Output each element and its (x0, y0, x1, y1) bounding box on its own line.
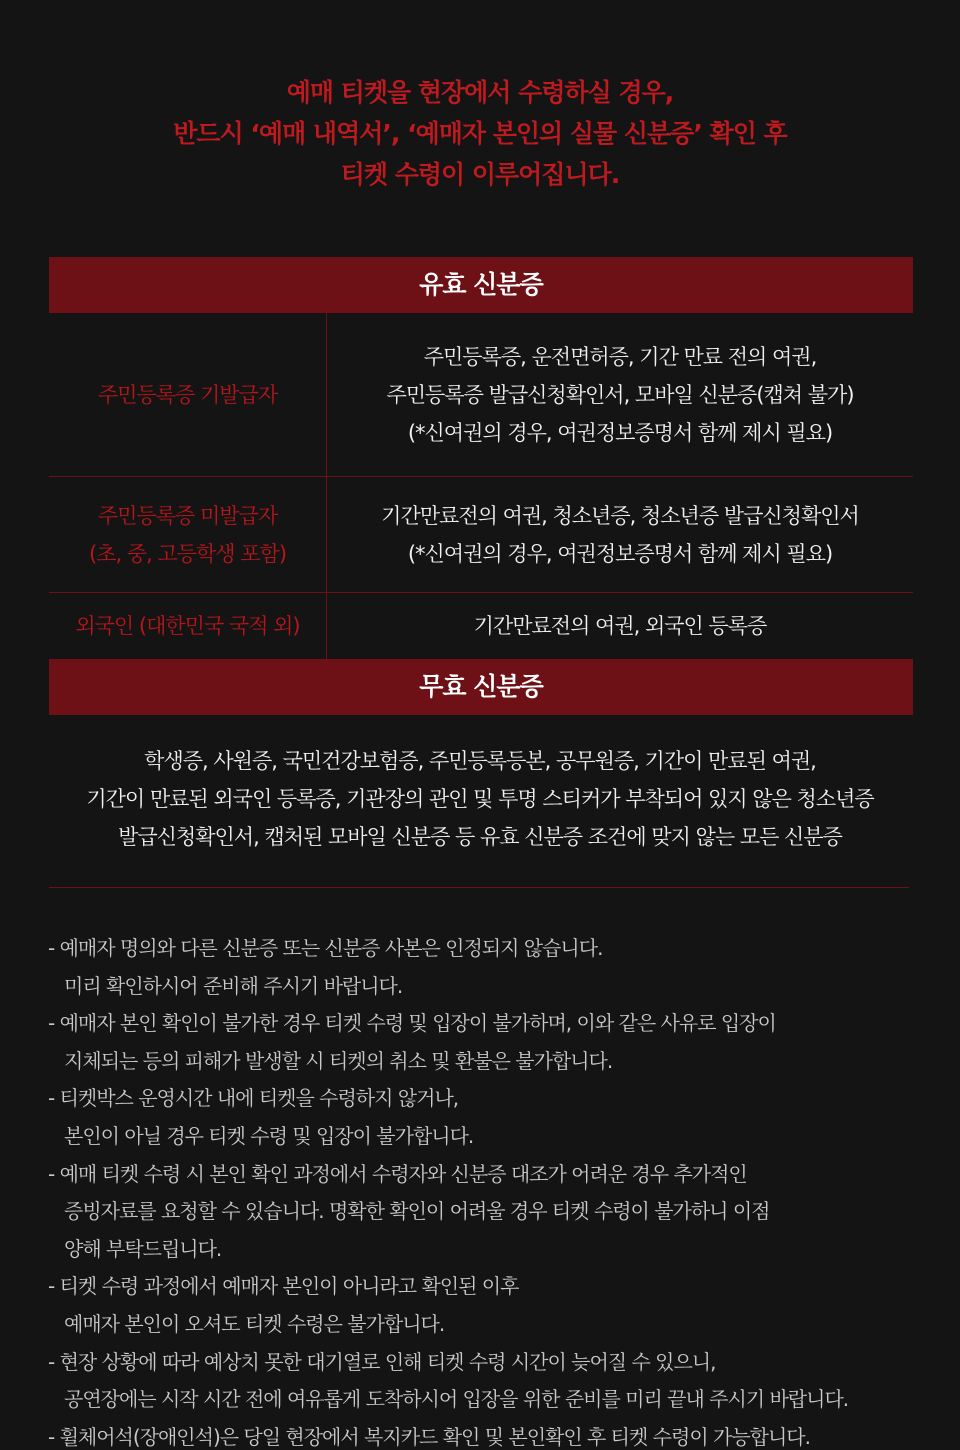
note-line: 양해 부탁드립니다. (64, 1236, 222, 1261)
valid-id-table (49, 313, 913, 659)
note-line: 본인이 아닐 경우 티켓 수령 및 입장이 불가합니다. (64, 1123, 474, 1148)
note-line: - 예매자 명의와 다른 신분증 또는 신분증 사본은 인정되지 않습니다. (48, 930, 928, 968)
invalid-id-line: 발급신청확인서, 캡처된 모바일 신분증 등 유효 신분증 조건에 맞지 않는 모든 신분증 (118, 825, 842, 849)
category-text: 주민등록증 미발급자 (97, 503, 278, 528)
note-line: 미리 확인하시어 준비해 주시기 바랍니다. (64, 973, 403, 998)
accepted-ids-text: (*신여권의 경우, 여권정보증명서 함께 제시 필요) (407, 420, 833, 445)
row-category (49, 593, 326, 659)
accepted-ids-text: 주민등록증 발급신청확인서, 모바일 신분증(캡쳐 불가) (386, 382, 854, 407)
notes-list (48, 930, 928, 1450)
row-category (49, 313, 326, 476)
notice-line: 반드시 ‘예매 내역서’, ‘예매자 본인의 실물 신분증’ 확인 후 (173, 119, 787, 148)
note-item (48, 1005, 928, 1080)
invalid-id-line: 학생증, 사원증, 국민건강보험증, 주민등록등본, 공무원증, 기간이 만료된 여권, (144, 749, 816, 773)
note-line: - 티켓박스 운영시간 내에 티켓을 수령하지 않거나, (48, 1080, 928, 1118)
accepted-ids-text: (*신여권의 경우, 여권정보증명서 함께 제시 필요) (407, 541, 833, 566)
note-line: - 휠체어석(장애인석)은 당일 현장에서 복지카드 확인 및 본인확인 후 티켓 수령이 가능합니다. (48, 1419, 928, 1450)
invalid-id-line: 기간이 만료된 외국인 등록증, 기관장의 관인 및 투명 스티커가 부착되어 있지 않은 청소년증 (86, 787, 874, 811)
category-text: 주민등록증 기발급자 (97, 382, 278, 407)
note-item (48, 1268, 928, 1343)
note-item (48, 1419, 928, 1450)
pickup-notice (0, 72, 960, 195)
notice-line: 예매 티켓을 현장에서 수령하실 경우, (286, 78, 674, 107)
category-text: (초, 중, 고등학생 포함) (88, 541, 287, 566)
note-line: - 현장 상황에 따라 예상치 못한 대기열로 인해 티켓 수령 시간이 늦어질 수 있으니, (48, 1344, 928, 1382)
note-item (48, 1156, 928, 1269)
row-accepted-ids (327, 313, 913, 476)
table-row (49, 313, 913, 477)
table-row (49, 593, 913, 659)
accepted-ids-text: 기간만료전의 여권, 외국인 등록증 (473, 614, 767, 638)
row-category (49, 477, 326, 592)
note-line: - 예매 티켓 수령 시 본인 확인 과정에서 수령자와 신분증 대조가 어려운 경우 추가적인 (48, 1156, 928, 1194)
valid-id-header: 유효 신분증 (49, 257, 913, 313)
note-line: 지체되는 등의 피해가 발생할 시 티켓의 취소 및 환불은 불가합니다. (64, 1048, 613, 1073)
note-item (48, 1344, 928, 1419)
note-line: 공연장에는 시작 시간 전에 여유롭게 도착하시어 입장을 위한 준비를 미리 끝내 주시기 바랍니다. (64, 1387, 849, 1412)
table-row (49, 477, 913, 593)
note-line: 증빙자료를 요청할 수 있습니다. 명확한 확인이 어려울 경우 티켓 수령이 불가하니 이점 (64, 1199, 770, 1224)
invalid-id-header: 무효 신분증 (49, 659, 913, 715)
note-item (48, 1080, 928, 1155)
accepted-ids-text: 주민등록증, 운전면허증, 기간 만료 전의 여권, (423, 344, 817, 369)
note-line: - 예매자 본인 확인이 불가한 경우 티켓 수령 및 입장이 불가하며, 이와 같은 사유로 입장이 (48, 1005, 928, 1043)
row-accepted-ids (327, 477, 913, 592)
row-accepted-ids (327, 593, 913, 659)
notice-line: 티켓 수령이 이루어집니다. (340, 160, 620, 189)
section-divider (49, 887, 909, 888)
note-line: 예매자 본인이 오셔도 티켓 수령은 불가합니다. (64, 1311, 445, 1336)
category-text: 외국인 (대한민국 국적 외) (75, 614, 300, 638)
note-item (48, 930, 928, 1005)
accepted-ids-text: 기간만료전의 여권, 청소년증, 청소년증 발급신청확인서 (381, 503, 859, 528)
invalid-id-list (0, 742, 960, 856)
note-line: - 티켓 수령 과정에서 예매자 본인이 아니라고 확인된 이후 (48, 1268, 928, 1306)
